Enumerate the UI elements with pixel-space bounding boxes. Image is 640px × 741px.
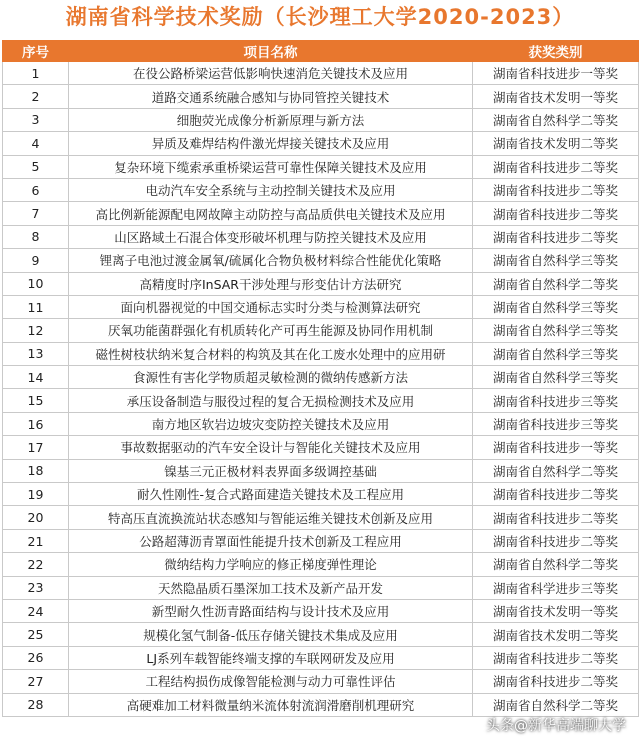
- row-number: 3: [3, 108, 69, 131]
- award-category: 湖南省科技进步二等奖: [473, 483, 639, 506]
- header-category: 获奖类别: [473, 41, 639, 62]
- row-number: 14: [3, 366, 69, 389]
- award-category: 湖南省科技进步二等奖: [473, 529, 639, 552]
- row-number: 17: [3, 436, 69, 459]
- project-name: LJ系列车载智能终端支撑的车联网研发及应用: [69, 646, 473, 669]
- award-category: 湖南省科技进步二等奖: [473, 225, 639, 248]
- project-name: 面向机器视觉的中国交通标志实时分类与检测算法研究: [69, 295, 473, 318]
- project-name: 公路超薄沥青罩面性能提升技术创新及工程应用: [69, 529, 473, 552]
- award-category: 湖南省科技进步三等奖: [473, 412, 639, 435]
- row-number: 9: [3, 249, 69, 272]
- project-name: 复杂环境下缆索承重桥梁运营可靠性保障关键技术及应用: [69, 155, 473, 178]
- project-name: 细胞荧光成像分析新原理与新方法: [69, 108, 473, 131]
- row-number: 1: [3, 62, 69, 85]
- project-name: 镍基三元正极材料表界面多级调控基础: [69, 459, 473, 482]
- project-name: 在役公路桥梁运营低影响快速消危关键技术及应用: [69, 62, 473, 85]
- table-row: [3, 132, 639, 155]
- award-category: 湖南省科技进步二等奖: [473, 646, 639, 669]
- row-number: 2: [3, 85, 69, 108]
- table-row: [3, 623, 639, 646]
- award-category: 湖南省自然科学三等奖: [473, 249, 639, 272]
- project-name: 新型耐久性沥青路面结构与设计技术及应用: [69, 599, 473, 622]
- project-name: 工程结构损伤成像智能检测与动力可靠性评估: [69, 670, 473, 693]
- award-category: 湖南省技术发明二等奖: [473, 623, 639, 646]
- table-row: [3, 576, 639, 599]
- table-row: [3, 249, 639, 272]
- table-row: [3, 670, 639, 693]
- award-category: 湖南省自然科学二等奖: [473, 459, 639, 482]
- row-number: 23: [3, 576, 69, 599]
- table-row: [3, 225, 639, 248]
- award-category: 湖南省科技进步二等奖: [473, 202, 639, 225]
- award-category: 湖南省科技进步一等奖: [473, 62, 639, 85]
- project-name: 耐久性刚性-复合式路面建造关键技术及工程应用: [69, 483, 473, 506]
- table-row: [3, 436, 639, 459]
- page-title: 湖南省科学技术奖励（长沙理工大学2020-2023）: [65, 5, 575, 29]
- table-row: [3, 178, 639, 201]
- table-row: [3, 529, 639, 552]
- project-name: 山区路域土石混合体变形破坏机理与防控关键技术及应用: [69, 225, 473, 248]
- project-name: 电动汽车安全系统与主动控制关键技术及应用: [69, 178, 473, 201]
- project-name: 高精度时序InSAR干涉处理与形变估计方法研究: [69, 272, 473, 295]
- row-number: 16: [3, 412, 69, 435]
- award-category: 湖南省自然科学三等奖: [473, 319, 639, 342]
- award-category: 湖南省自然科学二等奖: [473, 553, 639, 576]
- table-row: [3, 599, 639, 622]
- award-category: 湖南省自然科学三等奖: [473, 366, 639, 389]
- row-number: 12: [3, 319, 69, 342]
- row-number: 11: [3, 295, 69, 318]
- award-category: 湖南省科技进步二等奖: [473, 155, 639, 178]
- row-number: 7: [3, 202, 69, 225]
- project-name: 微纳结构力学响应的修正梯度弹性理论: [69, 553, 473, 576]
- project-name: 厌氧功能菌群强化有机质转化产可再生能源及协同作用机制: [69, 319, 473, 342]
- project-name: 南方地区软岩边坡灾变防控关键技术及应用: [69, 412, 473, 435]
- table-row: [3, 483, 639, 506]
- project-name: 天然隐晶质石墨深加工技术及新产品开发: [69, 576, 473, 599]
- project-name: 高比例新能源配电网故障主动防控与高品质供电关键技术及应用: [69, 202, 473, 225]
- award-category: 湖南省技术发明一等奖: [473, 599, 639, 622]
- award-category: 湖南省科技进步一等奖: [473, 436, 639, 459]
- award-category: 湖南省科学进步三等奖: [473, 576, 639, 599]
- project-name: 规模化氢气制备-低压存储关键技术集成及应用: [69, 623, 473, 646]
- row-number: 5: [3, 155, 69, 178]
- table-row: [3, 295, 639, 318]
- row-number: 28: [3, 693, 69, 716]
- project-name: 道路交通系统融合感知与协同管控关键技术: [69, 85, 473, 108]
- row-number: 21: [3, 529, 69, 552]
- award-category: 湖南省科技进步三等奖: [473, 389, 639, 412]
- award-category: 湖南省自然科学二等奖: [473, 272, 639, 295]
- award-category: 湖南省科技进步二等奖: [473, 506, 639, 529]
- award-category: 湖南省自然科学二等奖: [473, 693, 639, 716]
- award-category: 湖南省技术发明二等奖: [473, 132, 639, 155]
- header-name: 项目名称: [69, 41, 473, 62]
- table-row: [3, 506, 639, 529]
- project-name: 承压设备制造与服役过程的复合无损检测技术及应用: [69, 389, 473, 412]
- row-number: 24: [3, 599, 69, 622]
- row-number: 18: [3, 459, 69, 482]
- project-name: 磁性树枝状纳米复合材料的构筑及其在化工废水处理中的应用研: [69, 342, 473, 365]
- table-row: [3, 412, 639, 435]
- project-name: 特高压直流换流站状态感知与智能运维关键技术创新及应用: [69, 506, 473, 529]
- row-number: 4: [3, 132, 69, 155]
- award-category: 湖南省科技进步二等奖: [473, 178, 639, 201]
- table-row: [3, 459, 639, 482]
- row-number: 27: [3, 670, 69, 693]
- table-row: [3, 646, 639, 669]
- row-number: 15: [3, 389, 69, 412]
- award-category: 湖南省技术发明一等奖: [473, 85, 639, 108]
- project-name: 食源性有害化学物质超灵敏检测的微纳传感新方法: [69, 366, 473, 389]
- table-row: [3, 693, 639, 716]
- project-name: 异质及难焊结构件激光焊接关键技术及应用: [69, 132, 473, 155]
- row-number: 6: [3, 178, 69, 201]
- table-row: [3, 272, 639, 295]
- header-no: 序号: [3, 41, 69, 62]
- row-number: 20: [3, 506, 69, 529]
- row-number: 10: [3, 272, 69, 295]
- table-row: [3, 366, 639, 389]
- table-header-row: [3, 41, 639, 62]
- award-category: 湖南省自然科学二等奖: [473, 108, 639, 131]
- award-category: 湖南省自然科学三等奖: [473, 342, 639, 365]
- table-row: [3, 389, 639, 412]
- awards-table: [2, 40, 639, 717]
- table-row: [3, 62, 639, 85]
- award-category: 湖南省科技进步二等奖: [473, 670, 639, 693]
- row-number: 13: [3, 342, 69, 365]
- project-name: 锂离子电池过渡金属氧/硫属化合物负极材料综合性能优化策略: [69, 249, 473, 272]
- table-row: [3, 342, 639, 365]
- table-row: [3, 85, 639, 108]
- table-row: [3, 553, 639, 576]
- row-number: 26: [3, 646, 69, 669]
- row-number: 22: [3, 553, 69, 576]
- table-row: [3, 202, 639, 225]
- row-number: 19: [3, 483, 69, 506]
- table-row: [3, 108, 639, 131]
- row-number: 8: [3, 225, 69, 248]
- watermark: 头条@新华高端聊大学: [486, 718, 626, 734]
- award-category: 湖南省自然科学三等奖: [473, 295, 639, 318]
- row-number: 25: [3, 623, 69, 646]
- table-row: [3, 155, 639, 178]
- table-body: [3, 62, 639, 717]
- project-name: 事故数据驱动的汽车安全设计与智能化关键技术及应用: [69, 436, 473, 459]
- project-name: 高硬难加工材料微量纳米流体射流润滑磨削机理研究: [69, 693, 473, 716]
- table-row: [3, 319, 639, 342]
